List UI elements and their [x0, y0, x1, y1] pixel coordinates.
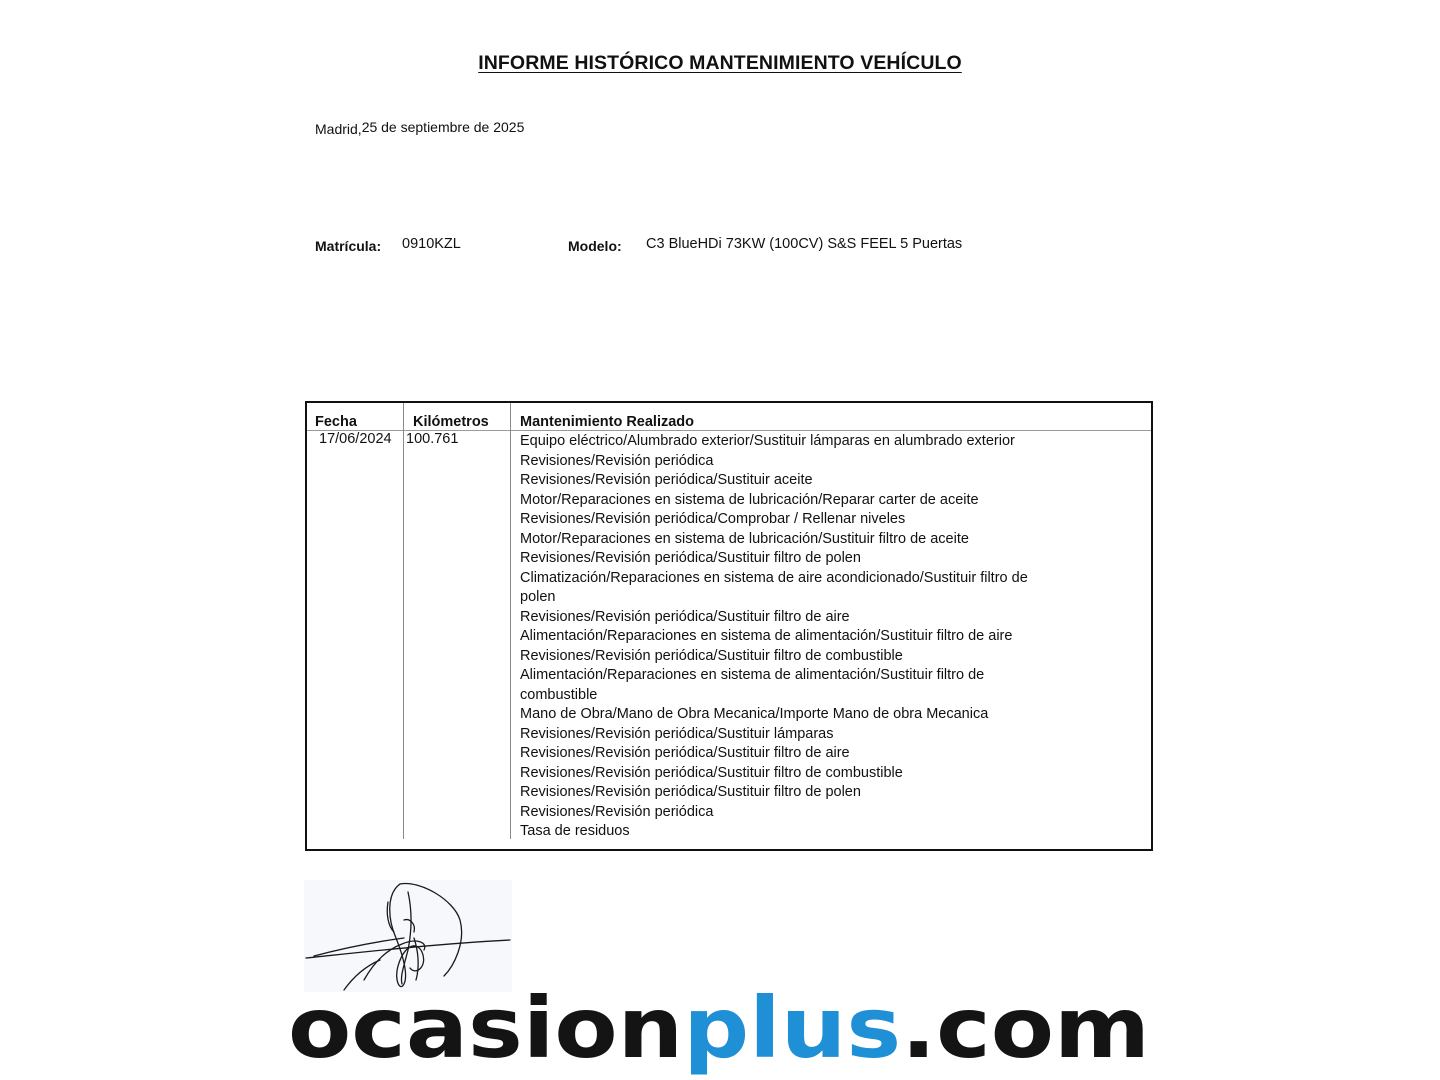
maintenance-item: Revisiones/Revisión periódica/Sustituir filtro de combustible [520, 647, 903, 664]
logo-text-plus: plus [683, 985, 882, 1075]
maintenance-item: Revisiones/Revisión periódica [520, 803, 714, 820]
report-place: Madrid, [315, 121, 362, 137]
maintenance-item: polen [520, 589, 556, 605]
maintenance-item: Revisiones/Revisión periódica [520, 452, 714, 469]
maintenance-item: Revisiones/Revisión periódica/Sustituir filtro de aire [520, 608, 850, 625]
model-label: Modelo: [568, 238, 622, 254]
maintenance-item: Climatización/Reparaciones en sistema de aire acondicionado/Sustituir filtro de [520, 569, 1028, 586]
maintenance-item: Revisiones/Revisión periódica/Sustituir lámparas [520, 725, 834, 742]
svg-text:ocasionplus.com [288, 985, 1150, 1075]
maintenance-item: Revisiones/Revisión periódica/Sustituir aceite [520, 472, 813, 488]
header-km: Kilómetros [413, 414, 489, 430]
row-date: 17/06/2024 [319, 431, 392, 447]
header-maintenance: Mantenimiento Realizado [520, 414, 695, 430]
plate-value: 0910KZL [402, 236, 461, 252]
report-date-value: 25 de septiembre de 2025 [361, 119, 525, 135]
maintenance-item: Revisiones/Revisión periódica/Sustituir filtro de combustible [520, 764, 903, 781]
logo-text-ocasion: ocasion [288, 985, 649, 1075]
maintenance-item: Alimentación/Reparaciones en sistema de alimentación/Sustituir filtro de [520, 667, 985, 683]
maintenance-item: Mano de Obra/Mano de Obra Mecanica/Importe Mano de obra Mecanica [520, 706, 989, 722]
signature [304, 880, 512, 992]
row-km: 100.761 [406, 431, 459, 447]
maintenance-table [305, 401, 1153, 851]
logo-wordmark [288, 985, 1158, 1075]
report-title: INFORME HISTÓRICO MANTENIMIENTO VEHÍCULO [478, 52, 962, 74]
maintenance-item: Motor/Reparaciones en sistema de lubricación/Reparar carter de aceite [520, 491, 979, 508]
maintenance-item: Tasa de residuos [520, 823, 630, 839]
maintenance-item: Motor/Reparaciones en sistema de lubricación/Sustituir filtro de aceite [520, 530, 969, 547]
model-value: C3 BlueHDi 73KW (100CV) S&S FEEL 5 Puertas [646, 236, 963, 252]
maintenance-items-list [520, 432, 1028, 842]
maintenance-item: combustible [520, 686, 598, 703]
maintenance-item: Revisiones/Revisión periódica/Sustituir filtro de polen [520, 784, 861, 800]
header-date: Fecha [315, 414, 357, 430]
ocasionplus-logo [288, 985, 1158, 1075]
logo-text-com: .com [901, 985, 1129, 1075]
maintenance-item: Revisiones/Revisión periódica/Sustituir filtro de polen [520, 550, 861, 566]
maintenance-item: Revisiones/Revisión periódica/Comprobar / Rellenar niveles [520, 511, 906, 527]
signature-drawing [304, 880, 512, 992]
plate-label: Matrícula: [315, 238, 382, 254]
report-date [315, 119, 524, 135]
column-divider [403, 403, 404, 839]
column-divider [510, 403, 511, 839]
maintenance-item: Alimentación/Reparaciones en sistema de alimentación/Sustituir filtro de aire [520, 628, 1013, 644]
maintenance-item: Revisiones/Revisión periódica/Sustituir filtro de aire [520, 745, 850, 761]
maintenance-item: Equipo eléctrico/Alumbrado exterior/Sustituir lámparas en alumbrado exterior [520, 433, 1015, 449]
